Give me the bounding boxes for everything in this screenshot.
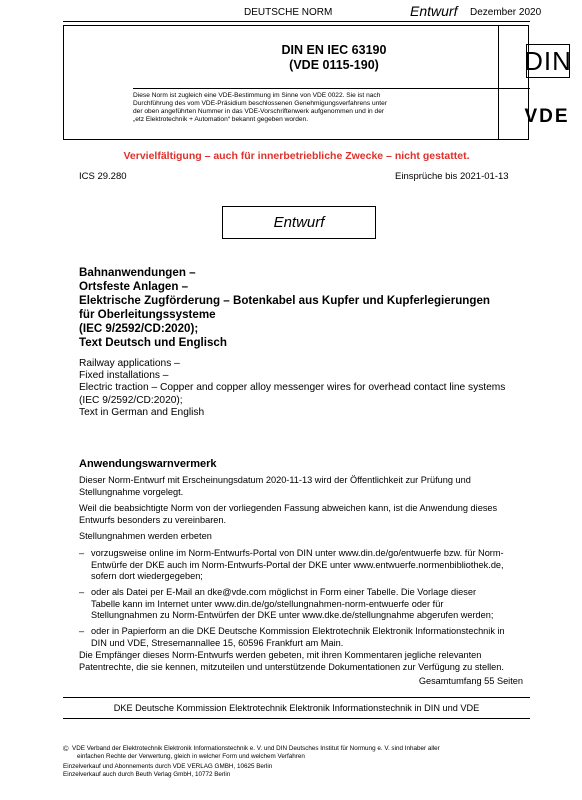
title-german-line: Elektrische Zugförderung – Botenkabel aus Kupfer und Kupferlegierungen: [79, 294, 490, 307]
title-german-line: Text Deutsch und Englisch: [79, 336, 227, 349]
standard-number-vde: (VDE 0115-190): [289, 58, 379, 72]
issue-date: Dezember 2020: [470, 7, 542, 18]
sales-line: Einzelverkauf und Abonnements durch VDE VERLAG GMBH, 10625 Berlin: [63, 763, 273, 770]
copyright-line: einfachen Rechte der Verwertung, gleich in welcher Form und welchem Verfahren: [77, 752, 305, 760]
list-item-line: Entwürfe der DKE auch im Norm-Entwurfs-Portal der DKE unter www.entwuerfe.normenbibliothek.de,: [91, 559, 504, 570]
note-paragraph: [79, 503, 531, 526]
copyright-notice: [72, 745, 512, 760]
title-german-line: (IEC 9/2592/CD:2020);: [79, 322, 199, 335]
note-line: Entwurfs besonders zu vereinbaren.: [79, 514, 227, 525]
list-item-line: oder als Datei per E-Mail an dke@vde.com möglichst in Form einer Tabelle. Die Vorlage dieser: [91, 587, 476, 597]
list-item-line: sofern dort wiedergegeben;: [91, 571, 203, 581]
bullet-dash: –: [79, 587, 85, 597]
bullet-dash: –: [79, 548, 85, 558]
header-box: [63, 25, 572, 140]
draft-status: Entwurf: [410, 3, 458, 19]
dke-bottom-rule: [63, 718, 530, 719]
vde-notice: [133, 92, 495, 124]
copyright-icon: ©: [63, 744, 69, 753]
standard-number: [234, 43, 434, 73]
standard-number-din: DIN EN IEC 63190: [281, 43, 387, 57]
header-divider: [498, 26, 499, 139]
total-pages: Gesamtumfang 55 Seiten: [418, 676, 523, 686]
notice-line: der oben angeführten Nummer in das VDE-Vorschriftenwerk aufgenommen und in der: [133, 108, 385, 115]
list-item-line: Stellungnahmen zu Norm-Entwürfen der DKE unter www.dke.de/stellungnahme abgerufen werden;: [91, 610, 494, 620]
list-item: [79, 548, 531, 583]
document-type: DEUTSCHE NORM: [244, 7, 333, 18]
title-english-line: Railway applications –: [79, 358, 180, 369]
notice-line: Diese Norm ist zugleich eine VDE-Bestimmung im Sinne von VDE 0022. Sie ist nach: [133, 92, 381, 99]
note-line: Patentrechte, die sie kennen, mitzuteilen und unterstützende Dokumentationen zur Verfügung zu stellen.: [79, 661, 504, 672]
note-line: Stellungnahme vorgelegt.: [79, 486, 184, 497]
note-paragraph: [79, 475, 531, 498]
list-item-line: Tabelle kann im Internet unter www.din.de/go/stellungnahmen-norm-entwuerfe oder für: [91, 598, 444, 609]
list-item-line: oder in Papierform an die DKE Deutsche Kommission Elektrotechnik Elektronik Informationstechnik in: [91, 626, 505, 636]
title-german-line: Ortsfeste Anlagen –: [79, 280, 189, 293]
notice-line: „etz Elektrotechnik + Automation“ bekannt gegeben worden.: [133, 116, 309, 123]
title-english-line: (IEC 9/2592/CD:2020);: [79, 394, 183, 406]
note-line: Weil die beabsichtigte Norm von der vorliegenden Fassung abweichen kann, ist die Anwendung dieses: [79, 503, 498, 513]
note-line: Dieser Norm-Entwurf mit Erscheinungsdatum 2020-11-13 wird der Öffentlichkeit zur Prüfung und: [79, 475, 471, 485]
title-german-line: Bahnanwendungen –: [79, 266, 196, 279]
vde-logo: VDE: [524, 106, 570, 127]
list-item-line: DIN und VDE, Stresemannallee 15, 60596 Frankfurt am Main.: [91, 637, 344, 648]
ics-code: ICS 29.280: [79, 171, 127, 182]
sales-line: Einzelverkauf auch durch Beuth Verlag GmbH, 10772 Berlin: [63, 770, 231, 778]
title-english-line: Fixed installations –: [79, 370, 169, 382]
sales-notice: [63, 763, 503, 778]
dke-top-rule: [63, 697, 530, 698]
list-item: [79, 626, 531, 649]
note-paragraph: [79, 650, 531, 673]
title-german-line: für Oberleitungssysteme: [79, 308, 216, 321]
dke-line: DKE Deutsche Kommission Elektrotechnik Elektronik Informationstechnik in DIN und VDE: [113, 703, 480, 713]
objection-deadline: Einsprüche bis 2021-01-13: [395, 171, 509, 182]
title-english-line: Electric traction – Copper and copper alloy messenger wires for overhead contact line systems: [79, 382, 506, 394]
top-rule: [63, 21, 530, 22]
application-note-heading: Anwendungswarnvermerk: [79, 458, 217, 470]
title-english: [79, 358, 529, 419]
bullet-dash: –: [79, 626, 85, 636]
note-line: Die Empfänger dieses Norm-Entwurfs werden gebeten, mit ihren Kommentaren jegliche relevanten: [79, 650, 482, 660]
title-german: [79, 266, 529, 350]
copyright-line: VDE Verband der Elektrotechnik Elektronik Informationstechnik e. V. und DIN Deutsches Institut für Normung e. V. sind Inhaber aller: [72, 745, 440, 752]
list-item: [79, 587, 531, 622]
notice-line: Durchführung des vom VDE-Präsidium beschlossenen Genehmigungsverfahrens unter: [133, 100, 387, 107]
copy-warning: Vervielfältigung – auch für innerbetriebliche Zwecke – nicht gestattet.: [123, 150, 470, 162]
din-logo: DIN: [526, 44, 570, 78]
note-paragraph: Stellungnahmen werden erbeten: [79, 531, 212, 541]
list-item-line: vorzugsweise online im Norm-Entwurfs-Portal von DIN unter www.din.de/go/entwuerfe bzw. für Norm-: [91, 548, 504, 558]
header-mid-rule: [133, 88, 530, 89]
draft-box: Entwurf: [222, 206, 376, 239]
title-english-line: Text in German and English: [79, 406, 205, 418]
